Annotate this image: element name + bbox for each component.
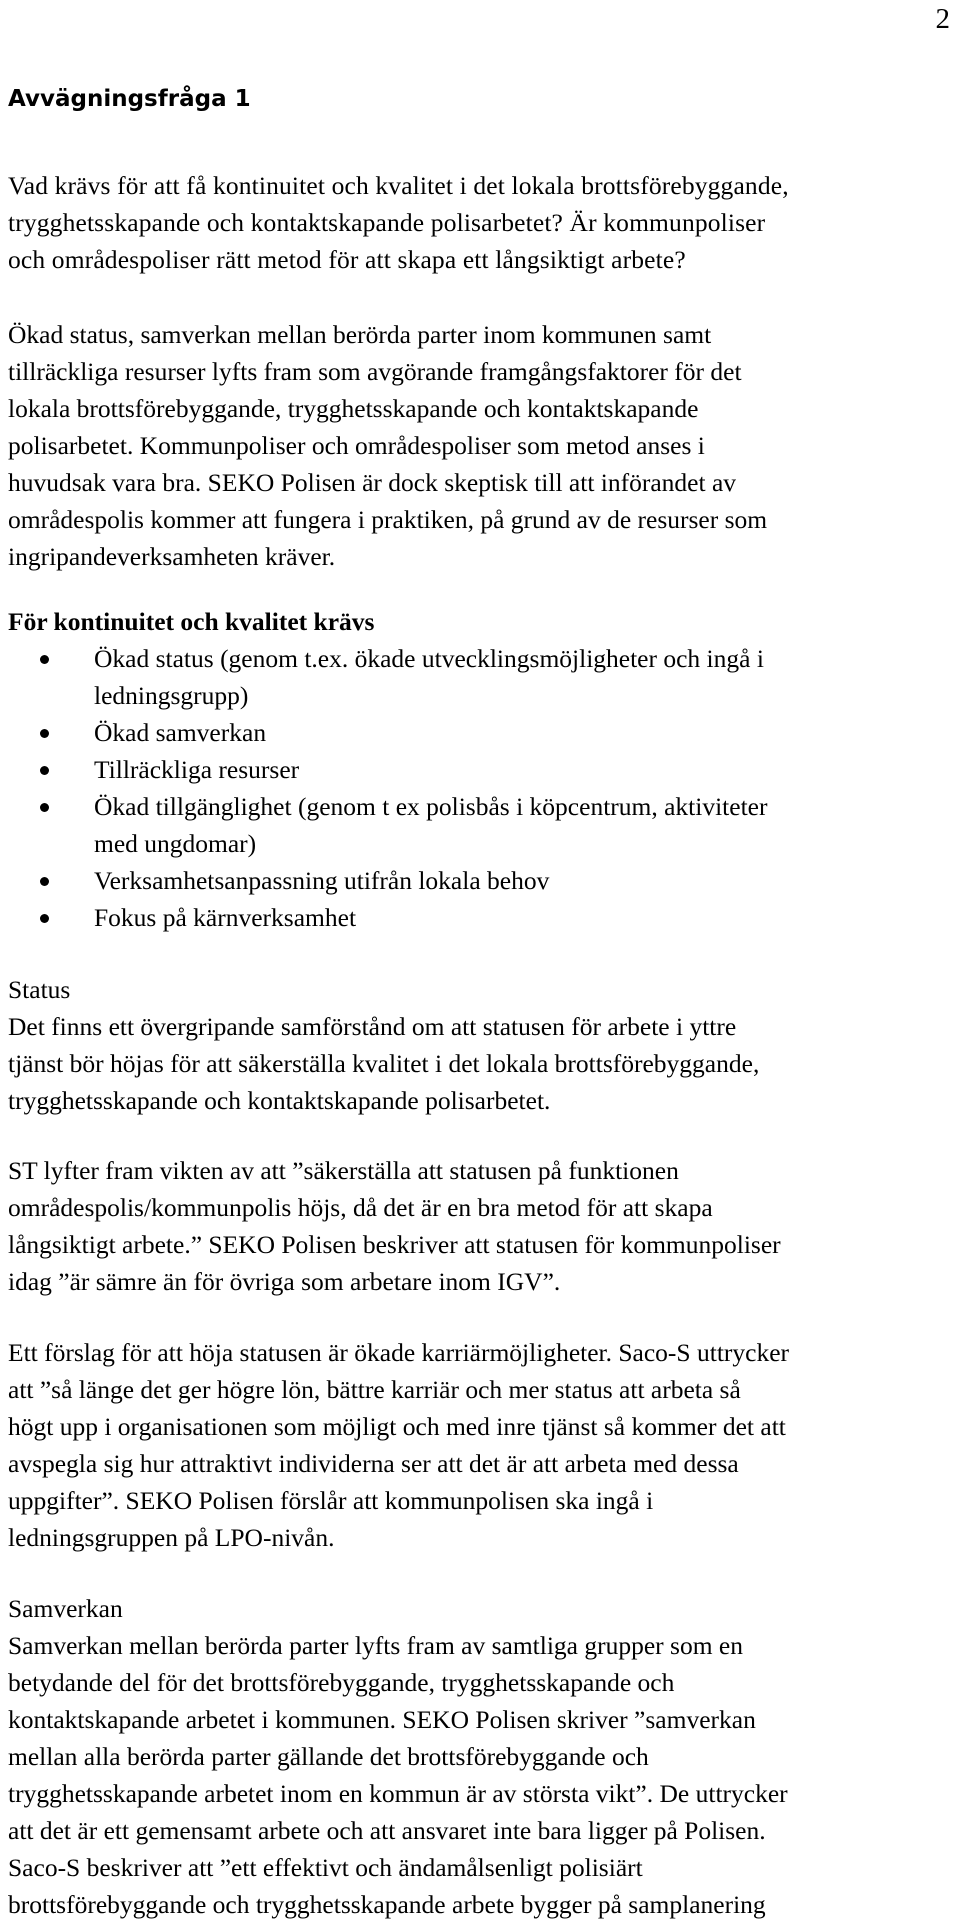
list-item-text: Tillräckliga resurser [94,755,300,784]
summary-line: polisarbetet. Kommunpoliser och områdespoliser som metod anses i [8,431,705,460]
list-item [8,788,938,862]
samverkan-title: Samverkan [8,1594,123,1623]
st-paragraph [8,1152,948,1300]
requirements-heading: För kontinuitet och kvalitet krävs [8,607,375,636]
status-line: Det finns ett övergripande samförstånd om att statusen för arbete i yttre [8,1012,737,1041]
status-title: Status [8,975,71,1004]
forslag-line: ledningsgruppen på LPO-nivån. [8,1523,335,1552]
samverkan-line: trygghetsskapande arbetet inom en kommun är av största vikt”. De uttrycker [8,1779,788,1808]
list-item-text: Ökad status (genom t.ex. ökade utvecklingsmöjligheter och ingå i [94,644,764,673]
summary-line: tillräckliga resurser lyfts fram som avgörande framgångsfaktorer för det [8,357,742,386]
requirements-list [8,640,938,936]
forslag-line: högt upp i organisationen som möjligt och med inre tjänst så kommer det att [8,1412,786,1441]
bullet-icon [40,729,49,738]
status-line: tjänst bör höjas för att säkerställa kvalitet i det lokala brottsförebyggande, [8,1049,760,1078]
list-item [8,714,938,751]
summary-line: Ökad status, samverkan mellan berörda parter inom kommunen samt [8,320,712,349]
st-line: långsiktigt arbete.” SEKO Polisen beskriver att statusen för kommunpoliser [8,1230,781,1259]
list-item [8,640,938,714]
status-section [8,971,948,1119]
list-item-text: med ungdomar) [94,829,257,858]
question-paragraph [8,167,948,278]
list-item [8,899,938,936]
section-heading: Avvägningsfråga 1 [8,86,251,112]
bullet-icon [40,877,49,886]
status-line: trygghetsskapande och kontaktskapande polisarbetet. [8,1086,551,1115]
samverkan-section [8,1590,948,1923]
summary-line: ingripandeverksamheten kräver. [8,542,336,571]
bullet-icon [40,655,49,664]
summary-line: huvudsak vara bra. SEKO Polisen är dock skeptisk till att införandet av [8,468,737,497]
page-number: 2 [935,3,950,35]
list-item-text: ledningsgrupp) [94,681,249,710]
question-line: och områdespoliser rätt metod för att skapa ett långsiktigt arbete? [8,245,686,274]
forslag-line: Ett förslag för att höja statusen är ökade karriärmöjligheter. Saco-S uttrycker [8,1338,790,1367]
summary-line: områdespolis kommer att fungera i praktiken, på grund av de resurser som [8,505,768,534]
summary-paragraph [8,316,948,575]
question-line: trygghetsskapande och kontaktskapande polisarbetet? Är kommunpoliser [8,208,766,237]
forslag-line: att ”så länge det ger högre lön, bättre karriär och mer status att arbeta så [8,1375,741,1404]
list-item [8,862,938,899]
forslag-line: avspegla sig hur attraktivt individerna ser att det är att arbeta med dessa [8,1449,739,1478]
samverkan-line: mellan alla berörda parter gällande det brottsförebyggande och [8,1742,649,1771]
bullet-icon [40,766,49,775]
question-line: Vad krävs för att få kontinuitet och kvalitet i det lokala brottsförebyggande, [8,171,789,200]
st-line: idag ”är sämre än för övriga som arbetare inom IGV”. [8,1267,561,1296]
samverkan-line: betydande del för det brottsförebyggande, trygghetsskapande och [8,1668,675,1697]
st-line: ST lyfter fram vikten av att ”säkerställa att statusen på funktionen [8,1156,679,1185]
summary-line: lokala brottsförebyggande, trygghetsskapande och kontaktskapande [8,394,699,423]
samverkan-line: att det är ett gemensamt arbete och att ansvaret inte bara ligger på Polisen. [8,1816,766,1845]
forslag-line: uppgifter”. SEKO Polisen förslår att kommunpolisen ska ingå i [8,1486,654,1515]
list-item [8,751,938,788]
list-item-text: Ökad samverkan [94,718,267,747]
list-item-text: Verksamhetsanpassning utifrån lokala behov [94,866,550,895]
samverkan-line: kontaktskapande arbetet i kommunen. SEKO Polisen skriver ”samverkan [8,1705,756,1734]
list-item-text: Fokus på kärnverksamhet [94,903,357,932]
st-line: områdespolis/kommunpolis höjs, då det är en bra metod för att skapa [8,1193,713,1222]
samverkan-line: brottsförebyggande och trygghetsskapande arbete bygger på samplanering [8,1890,766,1919]
bullet-icon [40,914,49,923]
bullet-icon [40,803,49,812]
list-item-text: Ökad tillgänglighet (genom t ex polisbås i köpcentrum, aktiviteter [94,792,768,821]
samverkan-line: Saco-S beskriver att ”ett effektivt och ändamålsenligt polisiärt [8,1853,643,1882]
samverkan-line: Samverkan mellan berörda parter lyfts fram av samtliga grupper som en [8,1631,743,1660]
forslag-paragraph [8,1334,948,1556]
